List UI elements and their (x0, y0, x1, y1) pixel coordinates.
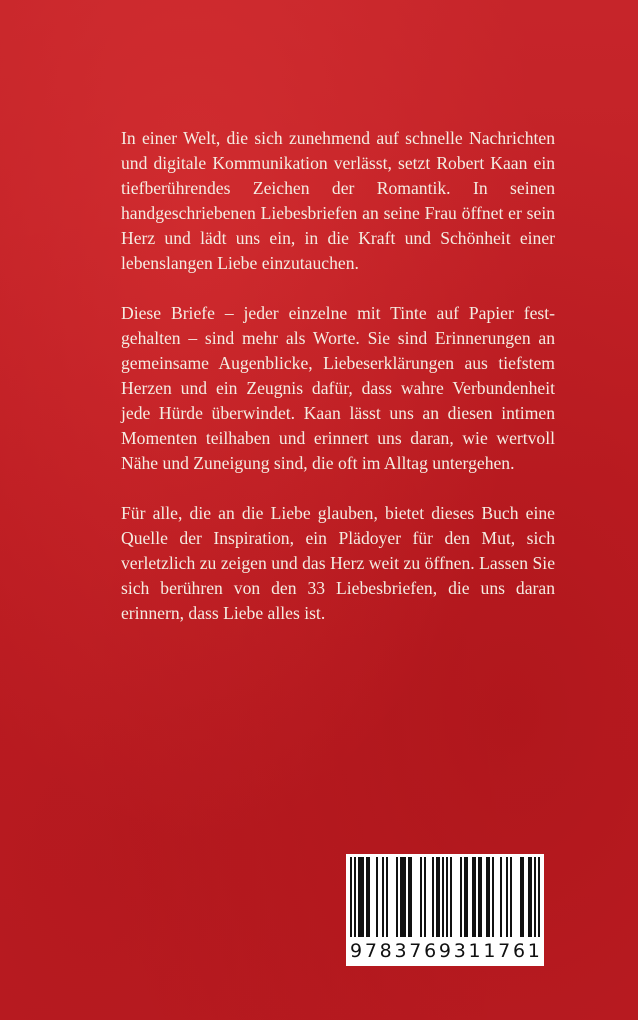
barcode-bar-25 (510, 857, 512, 937)
blurb-paragraph-3: Für alle, die an die Liebe glauben, bietet dieses Buch eine Quelle der Inspiration, ein Plädoyer für den Mut, sich verletzlich zu zeigen und das Herz weit zu öffnen. Lassen Sie sich berühren von den 33 Liebesbriefen, die uns daran erinnern, dass Liebe alles ist. (121, 503, 555, 623)
barcode-bar-23 (500, 857, 502, 937)
barcode-bar-29 (538, 857, 540, 937)
isbn-digit-1: 7 (364, 940, 377, 962)
barcode-bar-9 (408, 857, 412, 937)
isbn-digit-4: 7 (409, 940, 422, 962)
isbn-digit-10: 7 (498, 940, 511, 962)
barcode-bar-13 (436, 857, 440, 937)
barcode-bar-11 (424, 857, 426, 937)
barcode-bar-8 (400, 857, 406, 937)
isbn-digit-12: 1 (527, 940, 540, 962)
barcode-bar-6 (386, 857, 388, 937)
blurb-paragraph-1: In einer Welt, die sich zunehmend auf schnelle Nachrichten und digitale Kommunikation verlässt, setzt Robert Kaan ein tiefberührendes Zeichen der Romantik. In seinen handgeschriebenen Liebesbriefen an seine Frau öffnet er sein Herz und lädt uns ein, in die Kraft und Schönheit einer lebenslangen Liebe einzutauchen. (121, 128, 555, 273)
blurb-text (121, 126, 555, 626)
isbn-digit-3: 3 (394, 940, 407, 962)
barcode-bar-4 (376, 857, 378, 937)
barcode-bar-2 (358, 857, 364, 937)
isbn-digit-0: 9 (350, 940, 363, 962)
barcode-bar-1 (354, 857, 356, 937)
barcode-bar-12 (432, 857, 434, 937)
barcode-bar-18 (464, 857, 468, 937)
isbn-digit-7: 3 (453, 940, 466, 962)
barcode-bars (350, 857, 540, 939)
barcode-bar-19 (472, 857, 476, 937)
isbn-barcode (346, 854, 544, 966)
barcode-bar-28 (534, 857, 536, 937)
barcode-bar-15 (446, 857, 448, 937)
isbn-digit-5: 6 (424, 940, 437, 962)
isbn-number (350, 938, 540, 964)
barcode-bar-20 (478, 857, 482, 937)
isbn-digit-11: 6 (512, 940, 526, 962)
barcode-bar-16 (450, 857, 452, 937)
barcode-bar-0 (350, 857, 352, 937)
barcode-bar-22 (492, 857, 494, 937)
barcode-bar-7 (396, 857, 398, 937)
isbn-digit-2: 8 (379, 940, 392, 962)
barcode-bar-5 (382, 857, 384, 937)
barcode-bar-17 (460, 857, 462, 937)
barcode-bar-3 (366, 857, 370, 937)
barcode-bar-21 (486, 857, 490, 937)
isbn-digit-9: 1 (483, 940, 496, 962)
barcode-bar-27 (528, 857, 532, 937)
barcode-bar-24 (506, 857, 508, 937)
blurb-paragraph-2: Diese Briefe – jeder einzelne mit Tinte auf Papier festgehalten – sind mehr als Worte. Sie sind Erinnerungen an gemeinsame Augenblicke, Liebeserklärungen aus tiefstem Herzen und ein Zeugnis dafür, dass wahre Verbundenheit jede Hürde überwindet. Kaan lässt uns an diesen intimen Momenten teilhaben und erinnert uns daran, wie wertvoll Nähe und Zuneigung sind, die oft im Alltag untergehen. (121, 303, 555, 473)
isbn-digit-8: 1 (468, 940, 481, 962)
isbn-digit-6: 9 (438, 940, 451, 962)
barcode-bar-10 (420, 857, 422, 937)
barcode-bar-14 (442, 857, 444, 937)
barcode-bar-26 (520, 857, 524, 937)
